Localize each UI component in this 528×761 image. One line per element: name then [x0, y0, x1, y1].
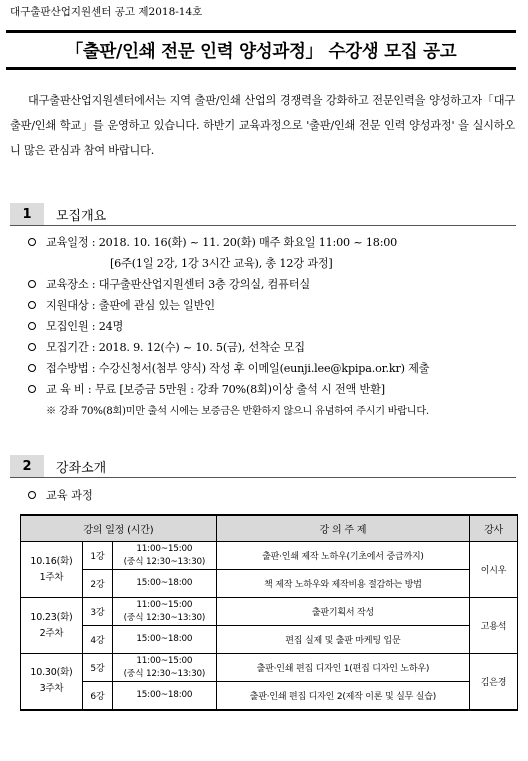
section-title: 모집개요 [56, 208, 107, 224]
circle-bullet-icon [28, 301, 36, 309]
section-header-recruitment [10, 203, 516, 226]
lecture-topic: 편집 실제 및 출판 마케팅 입문 [216, 626, 469, 654]
header-instructor: 강사 [470, 515, 518, 542]
detail-text: 지원대상 : 출판에 관심 있는 일반인 [46, 299, 215, 312]
lunch-time: (중식 12:30~13:30) [123, 612, 206, 623]
lecture-number: 2강 [82, 570, 112, 598]
header-topic: 강 의 주 제 [216, 515, 469, 542]
detail-item [28, 232, 518, 253]
lecture-time-cell [112, 654, 216, 682]
section-title: 강좌소개 [56, 460, 107, 476]
lecture-number: 6강 [82, 682, 112, 710]
lecture-topic: 책 제작 노하우와 제작비용 절감하는 방법 [216, 570, 469, 598]
week-label: 2주차 [39, 627, 64, 639]
section-number: 2 [10, 455, 44, 477]
section-header-courses [10, 455, 516, 478]
table-row [21, 654, 518, 682]
lunch-time: (중식 12:30~13:30) [123, 668, 206, 679]
circle-bullet-icon [28, 238, 36, 246]
detail-continuation [28, 253, 518, 274]
lecture-time: 11:00~15:00 [136, 543, 193, 554]
circle-bullet-icon [28, 364, 36, 372]
detail-item [28, 274, 518, 295]
lecture-time-cell [112, 542, 216, 570]
instructor-name: 이시우 [470, 542, 518, 598]
lecture-time: 11:00~15:00 [136, 599, 193, 610]
circle-bullet-icon [28, 491, 36, 499]
week-date-cell [21, 654, 83, 710]
course-bullet [28, 487, 93, 503]
lunch-time: (중식 12:30~13:30) [123, 556, 206, 567]
table-row [21, 542, 518, 570]
schedule-table [20, 514, 518, 711]
detail-text: 모집기간 : 2018. 9. 12(수) ~ 10. 5(금), 선착순 모집 [46, 341, 305, 354]
lecture-time: 15:00~18:00 [136, 689, 193, 700]
lecture-number: 4강 [82, 626, 112, 654]
week-date: 10.23(화) [30, 611, 73, 623]
lecture-time-cell [112, 598, 216, 626]
lecture-topic: 출판기획서 작성 [216, 598, 469, 626]
lecture-number: 5강 [82, 654, 112, 682]
lecture-time: 11:00~15:00 [136, 655, 193, 666]
week-label: 1주차 [39, 571, 64, 583]
circle-bullet-icon [28, 280, 36, 288]
instructor-name: 김은경 [470, 654, 518, 710]
circle-bullet-icon [28, 343, 36, 351]
lecture-topic: 출판·인쇄 제작 노하우(기초에서 중급까지) [216, 542, 469, 570]
detail-text: 모집인원 : 24명 [46, 320, 124, 333]
lecture-time-cell [112, 570, 216, 598]
week-date-cell [21, 598, 83, 654]
week-date: 10.30(화) [30, 667, 73, 679]
detail-text: 교 육 비 : 무료 [보증금 5만원 : 강좌 70%(8회)이상 출석 시 전액 반환] [46, 383, 385, 396]
table-row [21, 682, 518, 710]
page-title: 「출판/인쇄 전문 인력 양성과정」 수강생 모집 공고 [65, 41, 457, 62]
week-label: 3주차 [39, 683, 64, 695]
detail-text: 교육일정 : 2018. 10. 16(화) ~ 11. 20(화) 매주 화요일 11:00 ~ 18:00 [46, 236, 398, 249]
lecture-time: 15:00~18:00 [136, 634, 193, 644]
course-bullet-label: 교육 과정 [46, 489, 93, 502]
week-date: 10.16(화) [30, 555, 73, 567]
header-schedule: 강의 일정 (시간) [21, 515, 217, 542]
recruitment-details [28, 232, 518, 423]
detail-item [28, 379, 518, 400]
detail-text: 교육장소 : 대구출판산업지원센터 3층 강의실, 컴퓨터실 [46, 278, 310, 291]
notice-number: 대구출판산업지원센터 공고 제2018-14호 [10, 6, 203, 18]
lecture-time: 15:00~18:00 [136, 578, 193, 588]
detail-item [28, 295, 518, 316]
detail-text: [6주(1일 2강, 1강 3시간 교육), 총 12강 과정] [110, 257, 333, 270]
detail-item [28, 337, 518, 358]
lecture-time-cell [112, 626, 216, 654]
detail-item [28, 358, 518, 379]
lecture-number: 1강 [82, 542, 112, 570]
title-banner [6, 30, 516, 70]
lecture-topic: 출판·인쇄 편집 디자인 2(제작 이론 및 실무 실습) [216, 682, 469, 710]
table-row [21, 598, 518, 626]
table-row [21, 570, 518, 598]
deposit-note: ※ 강좌 70%(8회)미만 출석 시에는 보증금은 반환하지 않으니 유념하여 주시기 바랍니다. [46, 406, 429, 417]
circle-bullet-icon [28, 322, 36, 330]
detail-item [28, 316, 518, 337]
lecture-time-cell [112, 682, 216, 710]
instructor-name: 고용석 [470, 598, 518, 654]
intro-paragraph: 대구출판산업지원센터에서는 지역 출판/인쇄 산업의 경쟁력을 강화하고 전문인력을 양성하고자「대구 출판/인쇄 학교」를 운영하고 있습니다. 하반기 교육과정으로 '출판/인쇄 전문 인력 양성과정' 을 실시하오니 많은 관심과 참여 바랍니다. [10, 94, 515, 157]
circle-bullet-icon [28, 385, 36, 393]
section-number: 1 [10, 203, 44, 225]
lecture-number: 3강 [82, 598, 112, 626]
detail-text: 접수방법 : 수강신청서(첨부 양식) 작성 후 이메일(eunji.lee@kpipa.or.kr) 제출 [46, 362, 430, 375]
table-row [21, 626, 518, 654]
lecture-topic: 출판·인쇄 편집 디자인 1(편집 디자인 노하우) [216, 654, 469, 682]
week-date-cell [21, 542, 83, 598]
